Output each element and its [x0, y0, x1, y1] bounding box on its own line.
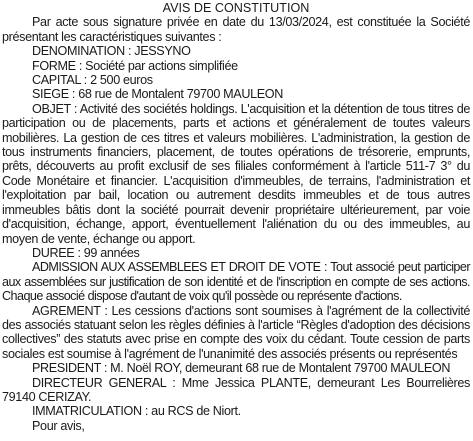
forme-line: FORME : Société par actions simplifiée	[32, 58, 238, 73]
duree-line: DUREE : 99 années	[32, 245, 140, 260]
denomination-line: DENOMINATION : JESSYNO	[32, 44, 191, 59]
admission-paragraph: ADMISSION AUX ASSEMBLEES ET DROIT DE VOTE : Tout associé peut participer aux assemblées sur justification de son identité et de l'inscription en compte de ses actions. Chaque associé dispose d'autant de voix qu'il possède ou représente d'actions.	[2, 260, 470, 304]
closing-line: Pour avis,	[32, 418, 85, 433]
notice-title: AVIS DE CONSTITUTION	[162, 1, 310, 15]
directeur-paragraph: DIRECTEUR GENERAL : Mme Jessica PLANTE, demeurant Les Bourrelières 79140 CERIZAY.	[2, 375, 470, 404]
notice-intro: Par acte sous signature privée en date du 13/03/2024, est constituée la Société présentant les caractéristiques suivantes :	[2, 15, 470, 44]
immatriculation-line: IMMATRICULATION : au RCS de Niort.	[32, 404, 241, 419]
siege-line: SIEGE : 68 rue de Montalent 79700 MAULEON	[32, 87, 283, 102]
agrement-paragraph: AGREMENT : Les cessions d'actions sont soumises à l'agrément de la collectivité des associés statuant selon les règles définies à l'article “Règles d'adoption des décisions collectives” des statuts avec prise en compte des voix du cédant. Toute cession de parts sociales est soumise à l'agrément de l'unanimité des associés présents ou représentés	[2, 303, 470, 361]
president-line: PRESIDENT : M. Noël ROY, demeurant 68 rue de Montalent 79700 MAULEON	[32, 361, 451, 376]
capital-line: CAPITAL : 2 500 euros	[32, 73, 153, 88]
objet-paragraph: OBJET : Activité des sociétés holdings. L'acquisition et la détention de tous titres de participation ou de placements, parts et actions et généralement de toutes valeurs mobilières. La gestion de ces titres et valeurs mobilières. L'administration, la gestion de tous instruments financiers, placement, de toutes opérations de trésorerie, emprunts, prêts, découverts au profit exclusif de ses filiales conformément à l'article 511-7 3° du Code Monétaire et financier. L'acquisition d'immeubles, de terrains, l'administration et l'exploitation par bail, location ou autrement desdits immeubles et de tous autres immeubles bâtis dont la société pourrait devenir propriétaire ultérieurement, par voie d'acquisition, échange, apport, éventuellement l'aliénation du ou des immeubles, au moyen de vente, échange ou apport.	[2, 101, 470, 246]
